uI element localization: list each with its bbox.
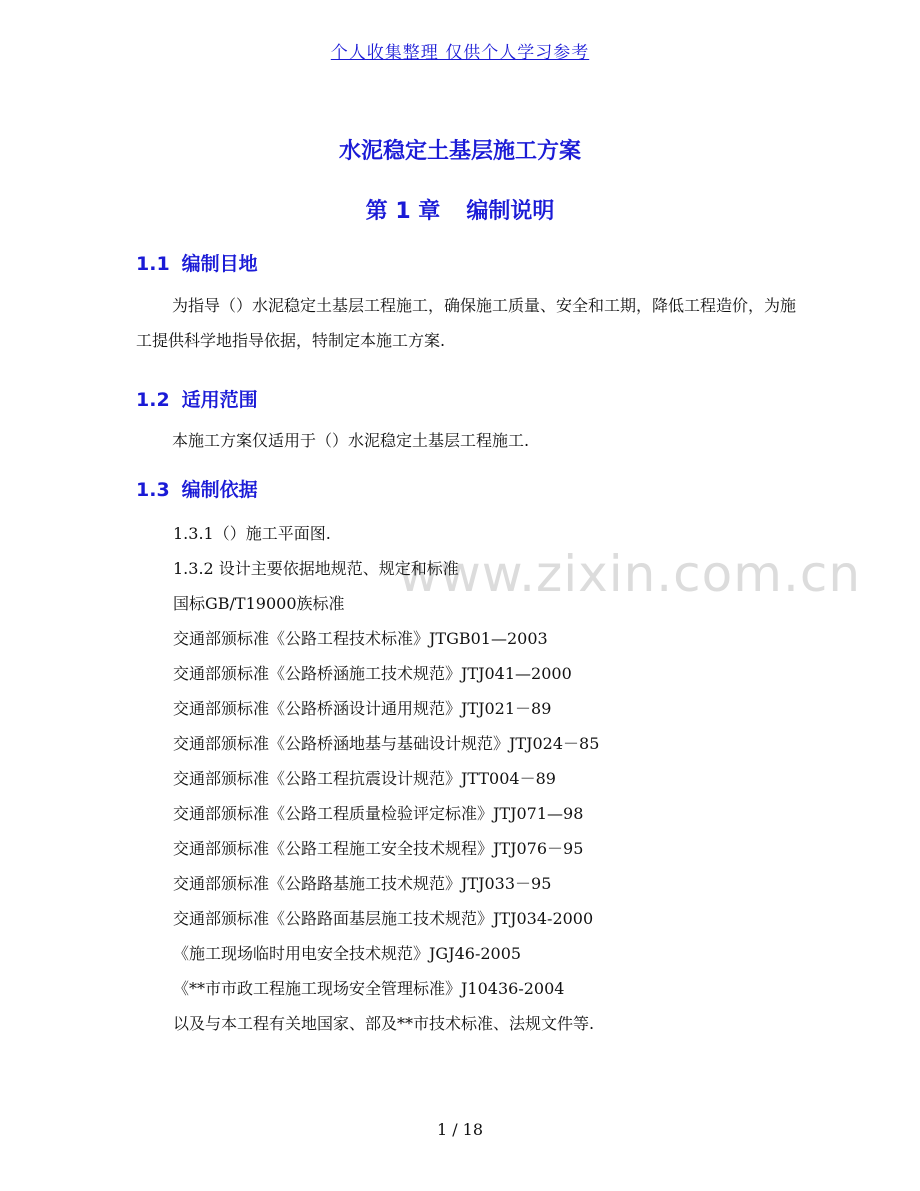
section-heading-1-3 [136, 475, 258, 502]
basis-line: 《**市市政工程施工现场安全管理标准》J10436-2004 [173, 979, 565, 998]
document-title: 水泥稳定土基层施工方案 [338, 139, 581, 164]
basis-line: 交通部颁标准《公路桥涵施工技术规范》JTJ041—2000 [173, 664, 572, 683]
basis-line: 交通部颁标准《公路路面基层施工技术规范》JTJ034-2000 [173, 909, 594, 928]
page-number: 1 / 18 [436, 1120, 484, 1139]
chapter-heading [0, 194, 920, 225]
section-number: 1.3 [136, 479, 170, 501]
basis-line: 交通部颁标准《公路路基施工技术规范》JTJ033－95 [173, 874, 552, 893]
section-number: 1.1 [136, 253, 170, 275]
basis-line: 以及与本工程有关地国家、部及**市技术标准、法规文件等. [173, 1014, 595, 1033]
basis-line: 1.3.1（）施工平面图. [173, 524, 331, 543]
basis-line: 交通部颁标准《公路工程抗震设计规范》JTT004－89 [173, 769, 556, 788]
chapter-label: 第 1 章 [365, 199, 441, 224]
basis-line: 交通部颁标准《公路桥涵设计通用规范》JTJ021－89 [173, 699, 552, 718]
section-title: 编制目地 [181, 253, 258, 275]
chapter-name: 编制说明 [466, 199, 555, 224]
basis-line: 交通部颁标准《公路工程技术标准》JTGB01—2003 [173, 629, 548, 648]
section-number: 1.2 [136, 389, 170, 411]
section-heading-1-1 [136, 249, 258, 276]
basis-line: 交通部颁标准《公路桥涵地基与基础设计规范》JTJ024－85 [173, 734, 600, 753]
section-heading-1-2 [136, 385, 258, 412]
basis-line: 国标GB/T19000族标准 [173, 594, 345, 613]
basis-line: 《施工现场临时用电安全技术规范》JGJ46-2005 [173, 944, 522, 963]
basis-line: 交通部颁标准《公路工程施工安全技术规程》JTJ076－95 [173, 839, 584, 858]
watermark: www.zixin.com.cn [398, 545, 862, 603]
section-title: 适用范围 [181, 389, 258, 411]
section-1-2-paragraph: 本施工方案仅适用于（）水泥稳定土基层工程施工. [172, 431, 530, 450]
section-title: 编制依据 [181, 479, 258, 501]
basis-line: 交通部颁标准《公路工程质量检验评定标准》JTJ071—98 [173, 804, 584, 823]
basis-line: 1.3.2 设计主要依据地规范、规定和标准 [173, 559, 459, 578]
page-header-note: 个人收集整理 仅供个人学习参考 [330, 43, 590, 63]
section-1-1-paragraph: 为指导（）水泥稳定土基层工程施工，确保施工质量、安全和工期，降低工程造价，为施工提供科学地指导依据，特制定本施工方案. [136, 296, 797, 350]
